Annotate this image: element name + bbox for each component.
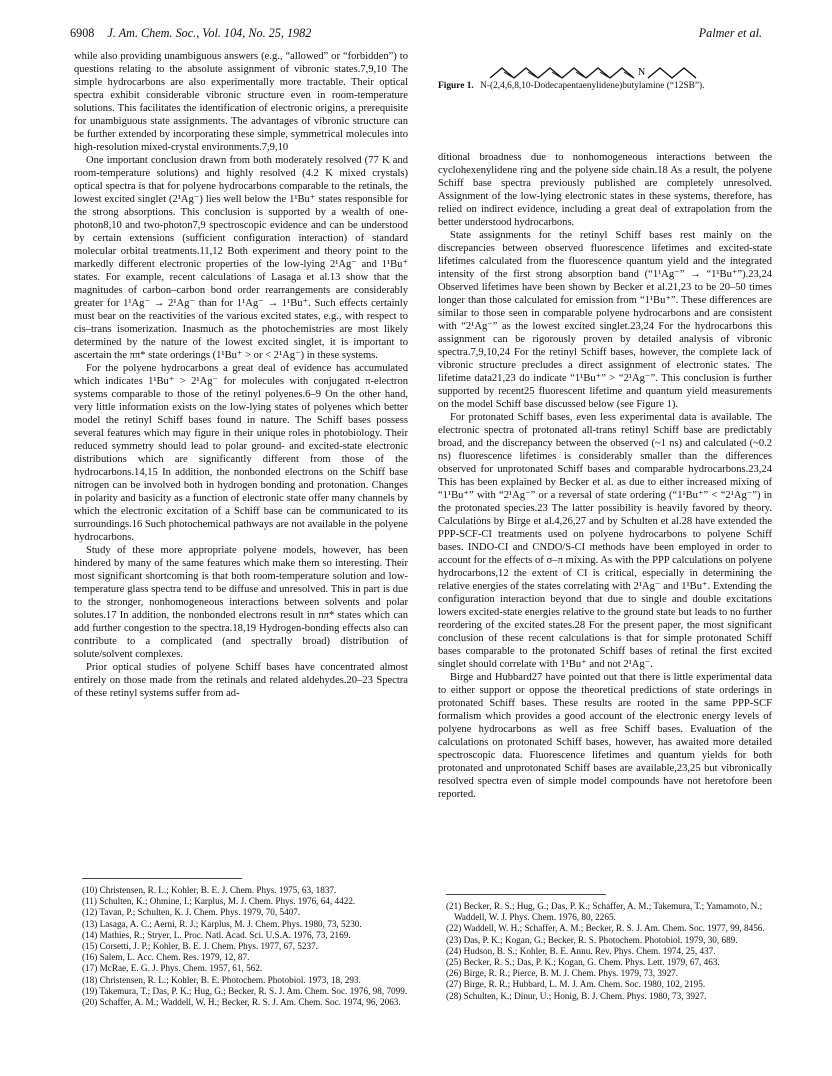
figure-caption-text: N-(2,4,6,8,10-Dodecapentaenylidene)butylamine (“12SB”). — [480, 81, 705, 91]
reference-item: (15) Corsetti, J. P.; Kohler, B. E. J. Chem. Phys. 1977, 67, 5237. — [82, 941, 318, 952]
journal-citation: J. Am. Chem. Soc., Vol. 104, No. 25, 1982 — [107, 26, 312, 40]
right-column — [438, 55, 772, 801]
reference-item: (21) Becker, R. S.; Hug, G.; Das, P. K.; Schaffer, A. M.; Takemura, T.; Yamamoto, N.; Waddell, W. J. Phys. Chem. 1976, 80, 2265. — [446, 901, 763, 923]
reference-item: (22) Waddell, W. H.; Schaffer, A. M.; Becker, R. S. J. Am. Chem. Soc. 1977, 99, 8456. — [446, 923, 765, 934]
footnote-rule — [446, 894, 606, 895]
reference-item: (19) Takemura, T.; Das, P. K.; Hug, G.; Becker, R. S. J. Am. Chem. Soc. 1976, 98, 7099. — [82, 985, 408, 996]
references-right — [438, 894, 772, 1002]
reference-item: (14) Mathies, R.; Stryer, L. Proc. Natl. Acad. Sci. U.S.A. 1976, 73, 2169. — [82, 929, 351, 940]
left-column — [74, 50, 408, 700]
paragraph: ditional broadness due to nonhomogeneous interactions between the cyclohexenylidene ring and the polyene side chain.18 As a result, the polyene Schiff base spectra previously published are completely unresolved. Assignment of the low-lying electronic states in these systems, therefore, has relied on indirect evidence, including a great deal of extrapolation from the better understood hydrocarbons. — [438, 152, 772, 228]
reference-item: (18) Christensen, R. L.; Kohler, B. E. Photochem. Photobiol. 1973, 18, 293. — [82, 974, 361, 985]
figure-caption — [438, 81, 772, 92]
paragraph: while also providing unambiguous answers (e.g., “allowed” or “forbidden”) to questions relating to the absolute assignment of vibronic states.7,9,10 The simple hydrocarbons are also experimentally more tractable. Their optical spectra exhibit considerable vibronic structure even in room-temperature solutions. This facilitates the identification of electronic origins, a prerequisite for unambiguous state assignments. The advantages of vibronic structure can be further extended by incorporating these simple, symmetrical molecules into high-resolution mixed-crystal environments.7,9,10 — [74, 51, 408, 153]
schiff-base-structure — [488, 61, 728, 83]
reference-item: (20) Schaffer, A. M.; Waddell, W. H.; Becker, R. S. J. Am. Chem. Soc. 1974, 96, 2063. — [82, 997, 401, 1008]
reference-item: (28) Schulten, K.; Dinur, U.; Honig, B. J. Chem. Phys. 1980, 73, 3927. — [446, 990, 707, 1001]
paragraph: One important conclusion drawn from both moderately resolved (77 K and room-temperature solutions) and highly resolved (4.2 K mixed crystals) optical spectra is that for polyene hydrocarbons comparable to the retinals, the lowest excited singlet (2¹Ag⁻) lies well below the 1¹Bu⁺ states responsible for the strong absorptions. This conclusion is supported by a wealth of one-photon8,10 and two-photon7,9 spectroscopic evidence and can be understood by certain extensions (sufficient configuration interaction) of standard molecular orbital treatments.11,12 Both experiment and theory point to the markedly different electronic properties of the low-lying 2¹Ag⁻ and 1¹Bu⁺ states. For example, recent calculations of Lasaga et al.13 show that the magnitudes of carbon–carbon bond order rearrangements are considerably greater for 1¹Ag⁻ → 2¹Ag⁻ than for 1¹Ag⁻ → 1¹Bu⁺. Such effects certainly must bear on the reactivities of the various excited states, e.g., with respect to cis–trans isomerization. Inasmuch as the photochemistries are most likely determined by the nature of the lowest excited singlet, it is important to ascertain the ππ* state orderings (1¹Bu⁺ > or < 2¹Ag⁻) in these systems. — [74, 155, 408, 361]
reference-item: (24) Hudson, B. S.; Kohler, B. E. Annu. Rev. Phys. Chem. 1974, 25, 437. — [446, 945, 716, 956]
reference-item: (16) Salem, L. Acc. Chem. Res. 1979, 12, 87. — [82, 952, 250, 963]
reference-item: (25) Becker, R. S.; Das, P. K.; Kogan, G. Chem. Phys. Lett. 1979, 67, 463. — [446, 957, 720, 968]
reference-item: (26) Birge, R. R.; Pierce, B. M. J. Chem. Phys. 1979, 73, 3927. — [446, 968, 679, 979]
butyl-chain — [648, 68, 696, 78]
paragraph: Study of these more appropriate polyene models, however, has been hindered by many of the same features which make them so interesting. Their most significant shortcoming is that both room-temperature solution and low-temperature glass spectra tend to be diffuse and unresolved. This in part is due to the stronger, nonhomogeneous interactions between solvents and polar solutes.17 In addition, the nonbonded electrons result in nπ* states which can add further congestion to the spectra.18,19 Hydrogen-bonding effects also can contribute to a complicated (and spectrally broad) distribution of solute/solvent complexes. — [74, 545, 408, 660]
reference-item: (27) Birge, R. R.; Hubbard, L. M. J. Am. Chem. Soc. 1980, 102, 2195. — [446, 979, 706, 990]
references-left — [74, 878, 408, 1008]
page-header — [70, 26, 762, 44]
page-number: 6908 — [70, 26, 95, 40]
paragraph: Prior optical studies of polyene Schiff bases have concentrated almost entirely on those made from the retinals and related aldehydes.20–23 Spectra of these retinyl systems suffer from ad- — [74, 662, 408, 699]
paragraph: Birge and Hubbard27 have pointed out that there is little experimental data to either support or oppose the theoretical predictions of state orderings in protonated Schiff bases. These results are rooted in the same PPP-SCF formalism which provides a good account of the electronic energy levels of polyene hydrocarbons as well as free Schiff bases. Evaluation of the calculations on protonated Schiff bases, however, has awaited more detailed spectroscopic data. Fluorescence lifetimes and quantum yields for both protonated and unprotonated Schiff bases are available,23,25 but vibronically resolved spectra even of simple model compounds have not heretofore been reported. — [438, 672, 772, 800]
figure-label: Figure 1. — [438, 81, 474, 91]
running-head-authors: Palmer et al. — [698, 26, 762, 40]
reference-item: (12) Tavan, P.; Schulten, K. J. Chem. Phys. 1979, 70, 5407. — [82, 907, 301, 918]
header-left — [70, 26, 311, 41]
figure-1 — [438, 55, 772, 151]
reference-item: (11) Schulten, K.; Ohmine, I.; Karplus, M. J. Chem. Phys. 1976, 64, 4422. — [82, 896, 356, 907]
paragraph: For the polyene hydrocarbons a great deal of evidence has accumulated which indicates 1¹Bu⁺ > 2¹Ag⁻ for molecules with conjugated π-electron systems comparable to those of the retinyl polyenes.6–9 On the other hand, very little information exists on the low-lying states of polyenes which better model the retinyl Schiff bases found in nature. The Schiff bases possess several features which may figure in their unique roles in photobiology. Their reduced symmetry should lead to polar ground- and excited-state electronic distributions which are significantly different from those of the hydrocarbons.14,15 In addition, the nonbonded electrons on the Schiff base nitrogen can be involved both in hydrogen bonding and protonation. Changes in polarity and basicity as a function of electronic state offer many channels by which the electronic excitation of a Schiff base can be communicated to its surroundings.16 Such photochemical pathways are not available in the polyene hydrocarbons. — [74, 363, 408, 543]
reference-item: (23) Das, P. K.; Kogan, G.; Becker, R. S. Photochem. Photobiol. 1979, 30, 689. — [446, 934, 738, 945]
paragraph: State assignments for the retinyl Schiff bases rest mainly on the discrepancies between observed fluorescence lifetimes and excited-state lifetimes calculated from the fluorescence quantum yield and the integrated intensity of the first strong absorption band (“1¹Ag⁻” → “1¹Bu⁺”).23,24 Observed lifetimes have been shown by Becker et al.21,23 to be 20–50 times longer than those calculated for emission from “1¹Bu⁺”. These differences are similar to those seen in comparable polyene hydrocarbons and are consistent with “2¹Ag⁻” as the lowest excited singlet.23,24 For the hydrocarbons this assignment can be rigorously proven by detailed analysis of vibronic spectra.7,9,10,24 For the retinyl Schiff bases, however, the complete lack of vibronic structure precludes a direct assignment of electronic states. The lifetime data21,23 do indicate “1¹Bu⁺” > “2¹Ag⁻”. This conclusion is further supported by recent25 fluorescent lifetime and quantum yield measurements on the model Schiff base discussed below (see Figure 1). — [438, 230, 772, 410]
nitrogen-atom-label: N — [638, 67, 646, 78]
reference-item: (13) Lasaga, A. C.; Aerni, R. J.; Karplus, M. J. Chem. Phys. 1980, 73, 5230. — [82, 918, 362, 929]
reference-item: (17) McRae, E. G. J. Phys. Chem. 1957, 61, 562. — [82, 963, 263, 974]
footnote-rule — [82, 878, 242, 879]
paragraph: For protonated Schiff bases, even less experimental data is available. The electronic spectra of protonated all-trans retinyl Schiff base are predictably broad, and the discrepancy between the observed (~1 ns) and calculated (~0.2 ns) fluorescence lifetimes is considerably smaller than the differences observed for unprotonated Schiff bases and comparable hydrocarbons.23,24 This has been explained by Becker et al. as due to either increased mixing of “1¹Bu⁺” with “2¹Ag⁻” or a reversal of state ordering (“1¹Bu⁺” < “2¹Ag⁻”) in the protonated species.23 The latter possibility is heavily favored by theory. Calculations by Birge et al.4,26,27 and by Schulten et al.28 have extended the PPP-SCF-CI treatments used on polyene hydrocarbons to polyene Schiff bases. INDO-CI and CNDO/S-CI methods have been employed in order to account for the effects of σ–π mixing. As with the PPP calculations on polyene hydrocarbons,12 the extent of CI is critical, especially in determining the relative energies of the states correlating with 2¹Ag⁻ and 1¹Bu⁺. Extending the configuration interaction beyond that due to single and double excitations lowers excited-state energies relative to the ground state but leads to no further reordering of the excited states.28 For the present paper, the most significant conclusion of these recent calculations is that for simple protonated Schiff bases comparable to the protonated Schiff bases of retinal the first excited singlet should correlate with 1¹Bu⁺ and not 2¹Ag⁻. — [438, 412, 772, 670]
reference-item: (10) Christensen, R. L.; Kohler, B. E. J. Chem. Phys. 1975, 63, 1837. — [82, 885, 337, 895]
